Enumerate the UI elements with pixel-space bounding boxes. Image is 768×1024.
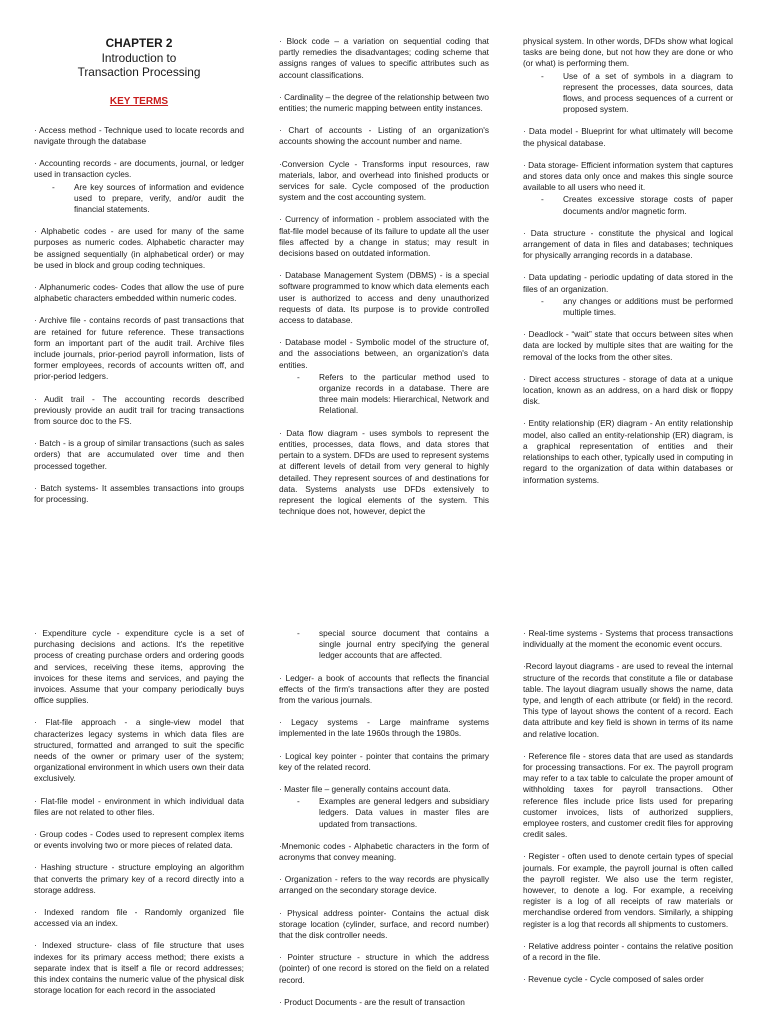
glossary-sub-item: - Refers to the particular method used to organize records in a database. There are three main models: Hierarchical, Network and Relational. [319, 372, 489, 417]
glossary-entry: · Legacy systems - Large mainframe systems implemented in the late 1960s through the 1980s. [279, 717, 489, 739]
glossary-sub-list [34, 182, 244, 216]
column-2 [279, 36, 489, 556]
column-1-entries [34, 125, 244, 505]
glossary-entry: · Reference file - stores data that are used as standards for processing transactions. For ex. The payroll program may refer to a tax table to calculate the proper amount of withholding taxes for payroll transactions. Other reference files include price lists used for preparing customer invoices, lists of authorized suppliers, employee rosters, and customer credit files for approving credit sales. [523, 750, 733, 840]
glossary-sub-list [279, 628, 489, 662]
column-6-entries [523, 628, 733, 985]
chapter-title-line-1: Introduction to [101, 50, 177, 65]
glossary-sub-list [279, 372, 489, 417]
glossary-entry: · Alphabetic codes - are used for many of the same purposes as numeric codes. Alphabetic character may be assigned sequentially (in alphabetical order) or may be used in block and group coding techniques. [34, 226, 244, 270]
glossary-entry: · Register - often used to denote certain types of special journals. For example, the payroll journal is often called the payroll register. We also use the term register, however, to denote a log. For example, a receiving register is a log of all receipts of raw materials or merchandise ordered from vendors. Similarly, a shipping register is a log that records all shipments to customers. [523, 851, 733, 929]
column-4-entries [34, 628, 244, 996]
glossary-entry: · Database model - Symbolic model of the structure of, and the associations between, an organization's data entities. [279, 337, 489, 370]
glossary-sub-item: - Use of a set of symbols in a diagram to represent the processes, data sources, data flows, and process sequences of a current or proposed system. [563, 71, 733, 116]
chapter-number: CHAPTER 2 [105, 36, 173, 50]
glossary-entry: · Indexed random file - Randomly organized file accessed via an index. [34, 907, 244, 929]
glossary-entry: · Master file – generally contains account data. [279, 784, 451, 795]
glossary-entry: · Entity relationship (ER) diagram - An entity relationship model, also called an entity-relationship (ER) diagram, is a graphical representation of entities and their relationships to each other, typically used in computing in regard to the organization of data within databases or information systems. [523, 418, 733, 485]
glossary-sub-list [523, 71, 733, 116]
glossary-entry: · Accounting records - are documents, journal, or ledger used in transaction cycles. [34, 158, 244, 180]
glossary-entry: · Data flow diagram - uses symbols to represent the entities, processes, data flows, and data stores that pertain to a system. DFDs are used to represent systems at different levels of detail from very general to highly detailed. They represent sources of and destinations for data. Systems analysts use DFDs extensively to represent the logical elements of the system. This technique does not, however, depict the [279, 427, 489, 517]
column-5-entries [279, 628, 489, 1008]
glossary-entry: · Organization - refers to the way records are physically arranged on the secondary storage device. [279, 874, 489, 896]
glossary-entry: · Hashing structure - structure employing an algorithm that converts the primary key of a record directly into a storage address. [34, 862, 244, 895]
glossary-entry: ·Conversion Cycle - Transforms input resources, raw materials, labor, and overhead into finished products or services for sale. Cycle composed of the production system and the cost accounting system. [279, 158, 489, 203]
glossary-entry: · Access method - Technique used to locate records and navigate through the database [34, 124, 244, 146]
chapter-title-line-2: Transaction Processing [77, 65, 201, 79]
column-5 [279, 628, 489, 1024]
glossary-sub-item: - special source document that contains a single journal entry specifying the general ledger accounts that are affected. [319, 628, 489, 662]
glossary-entry: · Flat-file approach - a single-view model that characterizes legacy systems in which data files are structured, formatted and arranged to suit the specific needs of the owner or primary user of the system; organizational environment in which users own their data exclusively. [34, 717, 244, 784]
glossary-entry: · Logical key pointer - pointer that contains the primary key of the related record. [279, 750, 489, 772]
glossary-entry: · Data updating - periodic updating of data stored in the files of an organization. [523, 272, 733, 294]
glossary-entry: · Cardinality – the degree of the relationship between two entities; the numeric mapping between entity instances. [279, 91, 489, 114]
glossary-entry: · Batch systems- It assembles transactions into groups for processing. [34, 482, 244, 504]
column-3-entries [523, 36, 733, 486]
glossary-entry: · Ledger- a book of accounts that reflects the financial effects of the firm's transactions after they are posted from the various journals. [279, 672, 489, 706]
glossary-entry: · Database Management System (DBMS) - is a special software programmed to know which data elements each user is authorized to access and deny unauthorized requests of data. Its purpose is to provide controlled access to database. [279, 270, 489, 326]
glossary-entry: ·Record layout diagrams - are used to reveal the internal structure of the records that constitute a file or database table. The layout diagram usually shows the name, data type, and length of each attribute (or field) in the record. This type of layout shows the content of a record. Each data attribute and key field is shown in terms of its name and relative location. [523, 661, 733, 739]
glossary-entry: · Real-time systems - Systems that process transactions individually at the moment the economic event occurs. [523, 628, 733, 650]
glossary-entry: · Deadlock - “wait” state that occurs between sites when data are locked by multiple sites that are waiting for the removal of the locks from the other sites. [523, 329, 733, 362]
glossary-entry: · Indexed structure- class of file structure that uses indexes for its primary access method; there exists a separate index that is itself a file or record addresses; this index contains the numeric value of the physical disk storage location for each record in the associated [34, 940, 244, 996]
glossary-entry: · Product Documents - are the result of transaction [279, 996, 465, 1007]
glossary-entry: · Block code – a variation on sequential coding that partly remedies the disadvantages; coding scheme that assigns ranges of values to specific attributes such as account classifications. [279, 36, 489, 80]
glossary-entry: · Batch - is a group of similar transactions (such as sales orders) that are accumulated over time and then processed together. [34, 438, 244, 471]
column-4 [34, 628, 244, 1024]
glossary-entry: · Data storage- Efficient information system that captures and stores data only once and makes this single source available to all users who need it. [523, 159, 733, 193]
glossary-entry: · Pointer structure - structure in which the address (pointer) of one record is stored on the field on a related record. [279, 952, 489, 985]
column-1 [34, 36, 244, 556]
glossary-entry: · Flat-file model - environment in which individual data files are not related to other files. [34, 795, 244, 817]
glossary-entry: · Currency of information - problem associated with the flat-file model because of its failure to update all the user files affected by a change in status; may result in decisions based on outdated information. [279, 214, 489, 259]
glossary-entry: · Archive file - contains records of past transactions that are retained for future reference. These transactions form an important part of the audit trail. Archive files include journals, prior-period payroll information, lists of former employees, records of accounts written off, and prior-period ledgers. [34, 315, 244, 382]
glossary-entry: · Alphanumeric codes- Codes that allow the use of pure alphabetic characters embedded within numeric codes. [34, 281, 244, 304]
glossary-sub-list [523, 296, 733, 318]
glossary-entry: physical system. In other words, DFDs show what logical tasks are being done, but not how they are done or who (or what) is performing them. [523, 36, 733, 69]
glossary-entry: · Data model - Blueprint for what ultimately will become the physical database. [523, 126, 733, 148]
glossary-entry: · Data structure - constitute the physical and logical arrangement of data in files and databases; techniques for physically arranging records in a database. [523, 227, 733, 261]
glossary-sub-list [523, 194, 733, 216]
glossary-sub-list [279, 796, 489, 830]
glossary-entry: · Physical address pointer- Contains the actual disk storage location (cylinder, surface, and record number) that the disk controller needs. [279, 907, 489, 941]
column-6 [523, 628, 733, 1024]
key-terms-heading: KEY TERMS [109, 95, 169, 107]
glossary-entry: · Expenditure cycle - expenditure cycle is a set of purchasing decisions and actions. It's the repetitive process of creating purchase orders and ordering goods and services, receiving these items, approving the invoices for these items and services, and paying the invoices. Assume that your company periodically buys office supplies. [34, 628, 244, 706]
glossary-entry: · Audit trail - The accounting records described previously provide an audit trail for tracing transactions from source doc to the FS. [34, 393, 244, 426]
glossary-entry: · Relative address pointer - contains the relative position of a record in the file. [523, 940, 733, 963]
chapter-heading [34, 36, 244, 80]
glossary-entry: · Revenue cycle - Cycle composed of sales order [523, 974, 704, 985]
glossary-sub-item: - Are key sources of information and evidence used to prepare, verify, and/or audit the financial statements. [74, 182, 244, 216]
column-3 [523, 36, 733, 556]
glossary-sub-item: - any changes or additions must be performed multiple times. [563, 296, 733, 318]
glossary-entry: · Direct access structures - storage of data at a unique location, known as an address, on a hard disk or floppy disk. [523, 373, 733, 407]
glossary-sub-item: - Creates excessive storage costs of paper documents and/or magnetic form. [563, 194, 733, 216]
glossary-entry: ·Mnemonic codes - Alphabetic characters in the form of acronyms that convey meaning. [279, 840, 489, 863]
glossary-entry: · Chart of accounts - Listing of an organization's accounts showing the account number and name. [279, 125, 489, 147]
glossary-sub-item: - Examples are general ledgers and subsidiary ledgers. Data values in master files are updated from transactions. [319, 796, 489, 830]
column-2-entries [279, 36, 489, 517]
glossary-entry: · Group codes - Codes used to represent complex items or events involving two or more pieces of related data. [34, 829, 244, 851]
